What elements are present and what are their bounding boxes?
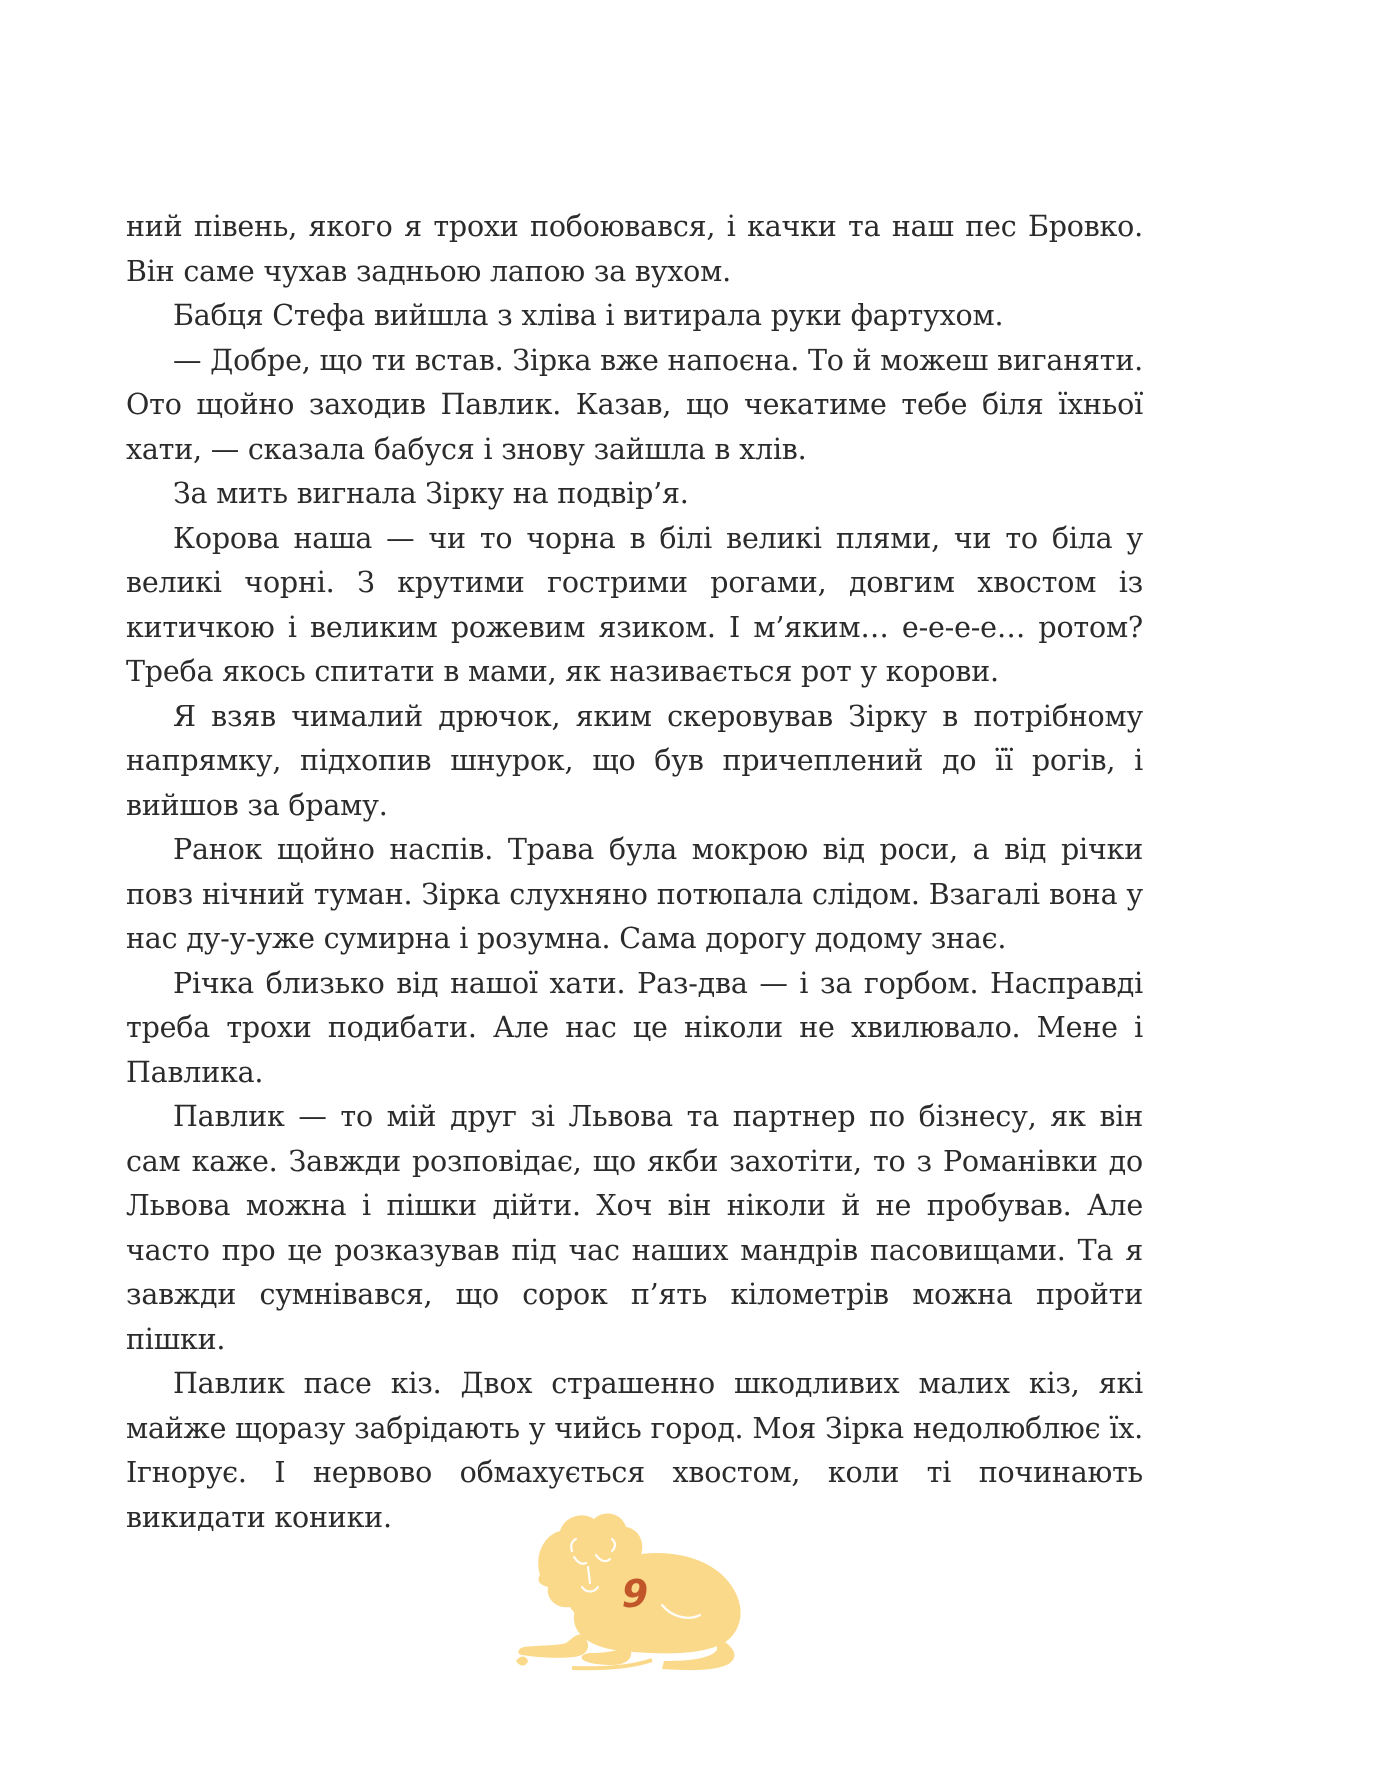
paragraph: Павлик пасе кіз. Двох страшенно шкодливих малих кіз, які майже щоразу забрідають у чийсь город. Моя Зірка недолюблює їх. Ігнорує. І нервово обмахується хвостом, коли ті починають викидати коники. (126, 1367, 1143, 1534)
paragraph: Бабця Стефа вийшла з хліва і витирала руки фартухом. (173, 299, 1004, 332)
paragraph-continued: ний півень, якого я трохи побоювався, і качки та наш пес Бровко. Він саме чухав задньою лапою за вухом. (126, 210, 1143, 288)
paragraph: Павлик — то мій друг зі Львова та партнер по бізнесу, як він сам каже. Завжди розповідає, що якби захотіти, то з Романівки до Львова можна і пішки дійти. Хоч він ніколи й не пробував. Але часто про це розказував під час наших мандрів пасовищами. Та я завжди сумнівався, що сорок п’ять кілометрів можна пройти пішки. (126, 1100, 1143, 1356)
paragraph: Корова наша — чи то чорна в білі великі плями, чи то біла у великі чорні. З крутими гострими рогами, довгим хвостом із китичкою і великим рожевим язиком. І м’яким… е-е-е-е… ротом? Треба якось спитати в мами, як називається рот у корови. (126, 521, 1143, 688)
paragraph: Ранок щойно наспів. Трава була мокрою від роси, а від річки повз нічний туман. Зірка слухняно потюпала слідом. Взагалі вона у нас ду-у-уже сумирна і розумна. Сама дорогу додому знає. (126, 833, 1143, 955)
page-number: 9 (621, 1572, 649, 1616)
paragraph-dialogue: — Добре, що ти встав. Зірка вже напоєна. То й можеш виганяти. Ото щойно заходив Павлик. Казав, що чекатиме тебе біля їхньої хати, — сказала бабуся і знову зайшла в хлів. (126, 343, 1143, 466)
paragraph: За мить вигнала Зірку на подвір’я. (173, 477, 689, 510)
paragraph: Річка близько від нашої хати. Раз-два — і за горбом. Насправді треба трохи подибати. Але нас це ніколи не хвилювало. Мене і Павлика. (126, 966, 1143, 1089)
body-text (126, 205, 1143, 1540)
paragraph: Я взяв чималий дрючок, яким скеровував Зірку в потрібному напрямку, підхопив шнурок, що був причеплений до її рогів, і вийшов за браму. (126, 699, 1143, 822)
